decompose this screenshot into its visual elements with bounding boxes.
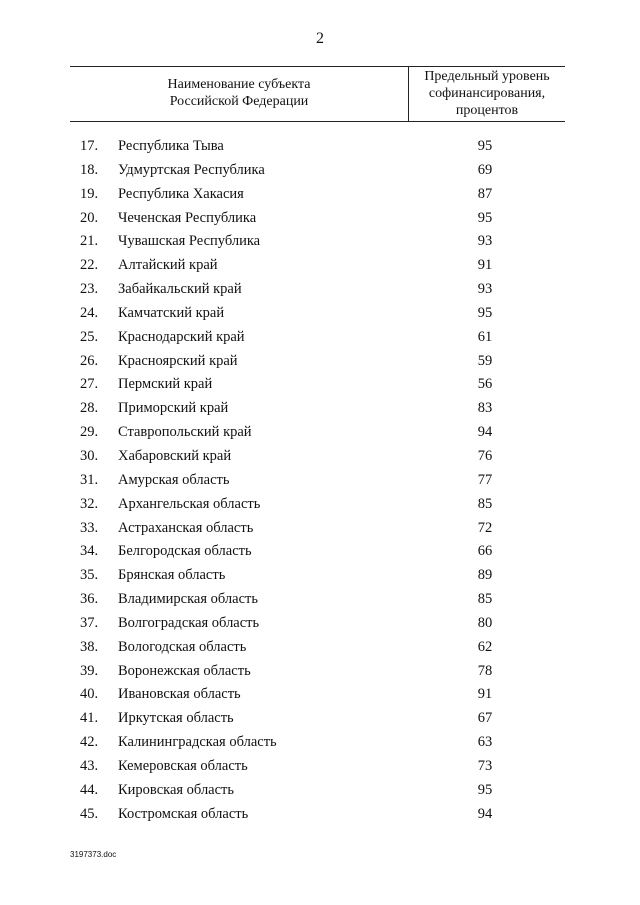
table-row — [0, 778, 640, 802]
row-number: 32. — [80, 495, 99, 512]
cofinancing-level-value: 62 — [477, 638, 493, 655]
table-row — [0, 420, 640, 444]
cofinancing-level-value: 78 — [477, 662, 493, 679]
table-row — [0, 158, 640, 182]
table-row — [0, 253, 640, 277]
header-subject-name — [70, 76, 408, 110]
cofinancing-level-value: 76 — [477, 447, 493, 464]
subject-name: Ивановская область — [118, 686, 241, 703]
row-number: 36. — [80, 591, 99, 608]
cofinancing-level-value: 61 — [477, 328, 493, 345]
subject-name: Владимирская область — [118, 591, 258, 608]
cofinancing-level-value: 94 — [477, 424, 493, 441]
table-row — [0, 229, 640, 253]
cofinancing-level-value: 95 — [477, 138, 493, 154]
cofinancing-level-value: 94 — [477, 805, 493, 822]
cofinancing-level-value: 85 — [477, 495, 493, 512]
header-subject-name-line2: Российской Федерации — [169, 94, 309, 109]
row-number: 30. — [80, 447, 99, 464]
row-number: 22. — [80, 257, 99, 274]
cofinancing-level-value: 95 — [477, 781, 493, 798]
cofinancing-level-value: 69 — [477, 161, 493, 178]
header-level-line3: процентов — [455, 103, 519, 118]
subject-name: Республика Хакасия — [118, 185, 244, 202]
row-number: 19. — [80, 185, 99, 202]
cofinancing-level-value: 93 — [477, 233, 493, 250]
cofinancing-level-value: 73 — [477, 757, 493, 774]
cofinancing-level-value: 93 — [477, 281, 493, 298]
subject-name: Кемеровская область — [118, 757, 248, 774]
table-body — [0, 134, 640, 825]
row-number: 21. — [80, 233, 99, 250]
row-number: 17. — [80, 138, 99, 154]
table-row — [0, 349, 640, 373]
page-number: 2 — [316, 30, 324, 47]
row-number: 18. — [80, 161, 99, 178]
cofinancing-level-value: 89 — [477, 567, 493, 584]
row-number: 25. — [80, 328, 99, 345]
cofinancing-level-value: 80 — [477, 614, 493, 631]
row-number: 38. — [80, 638, 99, 655]
table-row — [0, 468, 640, 492]
subject-name: Чувашская Республика — [118, 233, 261, 250]
subject-name: Воронежская область — [118, 662, 251, 679]
row-number: 37. — [80, 614, 99, 631]
subject-name: Астраханская область — [118, 519, 254, 536]
row-number: 20. — [80, 209, 99, 226]
table-row — [0, 134, 640, 158]
row-number: 42. — [80, 734, 99, 751]
document-filename: 3197373.doc — [70, 850, 117, 859]
subject-name: Приморский край — [118, 400, 229, 417]
subject-name: Республика Тыва — [118, 138, 224, 154]
table-row — [0, 182, 640, 206]
table-row — [0, 444, 640, 468]
cofinancing-level-value: 83 — [477, 400, 493, 417]
row-number: 31. — [80, 471, 99, 488]
table-row — [0, 659, 640, 683]
cofinancing-level-value: 56 — [477, 376, 493, 393]
cofinancing-level-value: 87 — [477, 185, 493, 202]
cofinancing-level-value: 63 — [477, 734, 493, 751]
row-number: 35. — [80, 567, 99, 584]
cofinancing-level-value: 85 — [477, 591, 493, 608]
table-row — [0, 754, 640, 778]
subject-name: Архангельская область — [118, 495, 261, 512]
row-number: 41. — [80, 710, 99, 727]
table-row — [0, 277, 640, 301]
subject-name: Волгоградская область — [118, 614, 260, 631]
header-subject-name-line1: Наименование субъекта — [167, 77, 311, 92]
table-row — [0, 325, 640, 349]
subject-name: Ставропольский край — [118, 424, 252, 441]
table-header — [70, 66, 565, 122]
table-row — [0, 539, 640, 563]
row-number: 33. — [80, 519, 99, 536]
subject-name: Чеченская Республика — [118, 209, 257, 226]
cofinancing-level-value: 66 — [477, 543, 493, 560]
table-row — [0, 516, 640, 540]
subject-name: Алтайский край — [118, 257, 218, 274]
header-level-line2: софинансирования, — [428, 86, 546, 101]
subject-name: Камчатский край — [118, 304, 225, 321]
row-number: 43. — [80, 757, 99, 774]
row-number: 44. — [80, 781, 99, 798]
cofinancing-level-value: 91 — [477, 257, 493, 274]
subject-name: Иркутская область — [118, 710, 234, 727]
table-row — [0, 706, 640, 730]
cofinancing-level-value: 95 — [477, 304, 493, 321]
cofinancing-level-value: 59 — [477, 352, 493, 369]
subject-name: Красноярский край — [118, 352, 238, 369]
table-row — [0, 396, 640, 420]
subject-name: Калининградская область — [118, 734, 277, 751]
row-number: 27. — [80, 376, 99, 393]
row-number: 28. — [80, 400, 99, 417]
row-number: 24. — [80, 304, 99, 321]
header-cofinancing-level — [409, 68, 565, 119]
subject-name: Белгородская область — [118, 543, 252, 560]
row-number: 29. — [80, 424, 99, 441]
subject-name: Хабаровский край — [118, 447, 232, 464]
cofinancing-level-value: 72 — [477, 519, 493, 536]
header-level-line1: Предельный уровень — [424, 69, 550, 84]
row-number: 34. — [80, 543, 99, 560]
subject-name: Амурская область — [118, 471, 230, 488]
subject-name: Кировская область — [118, 781, 235, 798]
table-row — [0, 563, 640, 587]
table-row — [0, 587, 640, 611]
subject-name: Краснодарский край — [118, 328, 245, 345]
cofinancing-level-value: 77 — [477, 471, 493, 488]
row-number: 39. — [80, 662, 99, 679]
table-row — [0, 682, 640, 706]
row-number: 45. — [80, 805, 99, 822]
cofinancing-level-value: 67 — [477, 710, 493, 727]
subject-name: Вологодская область — [118, 638, 247, 655]
cofinancing-level-value: 95 — [477, 209, 493, 226]
subject-name: Костромская область — [118, 805, 249, 822]
table-row — [0, 492, 640, 516]
table-row — [0, 802, 640, 826]
row-number: 23. — [80, 281, 99, 298]
table-row — [0, 730, 640, 754]
table-row — [0, 611, 640, 635]
subject-name: Забайкальский край — [118, 281, 242, 298]
subject-name: Пермский край — [118, 376, 213, 393]
table-row — [0, 301, 640, 325]
table-row — [0, 372, 640, 396]
cofinancing-level-value: 91 — [477, 686, 493, 703]
row-number: 40. — [80, 686, 99, 703]
table-row — [0, 206, 640, 230]
table-row — [0, 635, 640, 659]
row-number: 26. — [80, 352, 99, 369]
subject-name: Удмуртская Республика — [118, 161, 265, 178]
subject-name: Брянская область — [118, 567, 226, 584]
